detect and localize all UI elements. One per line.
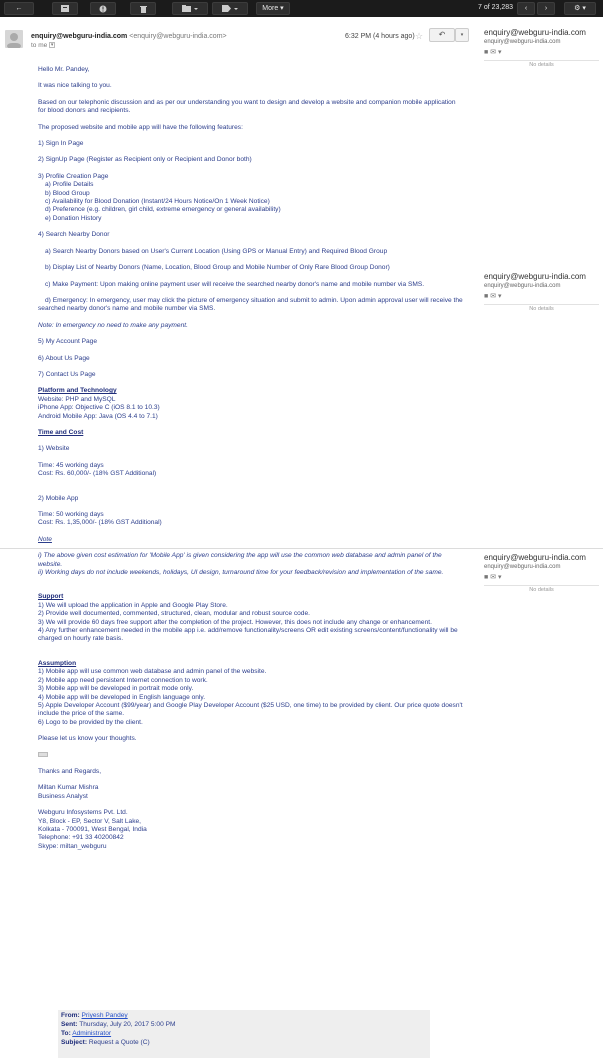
card-actions (484, 48, 599, 58)
sender-email: <enquiry@webguru-india.com> (129, 33, 227, 40)
card-details: No details (529, 62, 554, 68)
chevron-down-icon[interactable]: ▾ (498, 293, 502, 300)
cost-item: 2) Mobile App (38, 494, 79, 502)
signature-name: Miltan Kumar Mishra (38, 784, 99, 792)
platform-item: Website: PHP and MySQL (38, 395, 116, 403)
feature-subitem: b) Display List of Nearby Donors (Name, Location, Blood Group and Mobile Number of Only Rare Blood Group Donor) (45, 264, 390, 272)
card-name[interactable]: enquiry@webguru-india.com (484, 272, 586, 281)
note-item: ii) Working days do not include weekends, holidays, UI design, turnaround time for your feedback/revision and implementation of the same. (38, 569, 444, 577)
assumption-item: 4) Mobile app will be developed in English language only. (38, 693, 206, 701)
support-item: 3) We will provide 60 days free support after the completion of the project. However, this does not include any change or enhancement. (38, 618, 432, 626)
feature-item: 4) Search Nearby Donor (38, 231, 110, 239)
assumption-item: 6) Logo to be provided by the client. (38, 718, 143, 726)
card-details: No details (529, 306, 554, 312)
newer-button[interactable] (517, 2, 535, 15)
quoted-subject-label: Subject: (61, 1039, 88, 1046)
video-icon[interactable]: ■ (484, 574, 489, 581)
sender-card (484, 553, 599, 593)
feature-item: 7) Contact Us Page (38, 370, 96, 378)
closing-line: Please let us know your thoughts. (38, 735, 137, 743)
section-heading: Platform and Technology (38, 387, 117, 395)
card-email: enquiry@webguru-india.com (484, 39, 561, 45)
company-phone: Telephone: +91 33 40200842 (38, 834, 124, 842)
section-heading: Support (38, 593, 64, 601)
gmail-toolbar (0, 0, 603, 17)
mail-icon[interactable]: ✉ (490, 49, 497, 56)
card-actions (484, 573, 599, 583)
feature-subitem: a) Search Nearby Donors based on User's Current Location (Using GPS or Manual Entry) and Required Blood Group (45, 247, 388, 255)
mail-icon[interactable]: ✉ (490, 574, 497, 581)
section-heading: Note (38, 535, 52, 543)
folder-icon (182, 5, 198, 12)
chevron-down-icon: ▾ (460, 32, 464, 38)
support-item: 4) Any further enhancement needed in the mobile app i.e. add/remove functionality/screens OR edit existing screens/content/functionality will be charged on hourly rate basis. (38, 627, 458, 643)
body-paragraph: It was nice talking to you. (38, 82, 112, 90)
labels-button[interactable] (212, 2, 248, 15)
feature-item: 5) My Account Page (38, 338, 98, 346)
move-to-button[interactable] (172, 2, 208, 15)
company-address: Kolkata - 700091, West Bengal, India (38, 825, 147, 833)
cost-item: 1) Website (38, 445, 70, 453)
label-icon (222, 5, 238, 12)
card-email: enquiry@webguru-india.com (484, 283, 561, 289)
sender-name[interactable]: enquiry@webguru-india.com (31, 33, 128, 40)
emergency-note: Note: In emergency no need to make any payment. (38, 321, 188, 329)
reply-button[interactable] (429, 28, 455, 42)
card-name[interactable]: enquiry@webguru-india.com (484, 28, 586, 37)
message-counter: 7 of 23,283 (478, 4, 514, 11)
back-button[interactable] (4, 2, 34, 15)
quoted-to-link[interactable]: Administrator (72, 1030, 112, 1037)
older-button[interactable] (537, 2, 555, 15)
chevron-down-icon: ▾ (580, 5, 586, 12)
assumption-item: 3) Mobile app will be developed in portrait mode only. (38, 685, 194, 693)
message-time: 6:32 PM (4 hours ago) (345, 33, 415, 40)
quoted-sent-value: Thursday, July 20, 2017 5:00 PM (79, 1021, 176, 1028)
feature-item: 3) Profile Creation Page (38, 172, 109, 180)
feature-subitem: d) Emergency: In emergency, user may click the picture of emergency situation and submit to admin. Upon admin approval user will receive the searched nearby donor's name and mobile number via SMS. (38, 296, 463, 313)
card-divider (484, 304, 599, 305)
chevron-down-icon[interactable]: ▾ (498, 49, 502, 56)
cost-amount: Cost: Rs. 60,000/- (18% GST Additional) (38, 470, 157, 478)
quoted-from-link[interactable]: Priyesh Pandey (81, 1012, 128, 1019)
gear-icon: ⚙ (574, 5, 581, 12)
section-heading: Assumption (38, 659, 77, 667)
video-icon[interactable]: ■ (484, 49, 489, 56)
platform-item: Android Mobile App: Java (OS 4.4 to 7.1) (38, 412, 158, 420)
report-spam-button[interactable] (90, 2, 116, 15)
person-icon (5, 30, 23, 48)
video-icon[interactable]: ■ (484, 293, 489, 300)
recipient-text: to me (31, 42, 48, 49)
company-skype: Skype: miltan_webguru (38, 842, 107, 850)
recipient-line (31, 42, 55, 49)
sender-line (31, 33, 227, 40)
quoted-to-label: To: (61, 1030, 71, 1037)
quoted-from-label: From: (61, 1012, 80, 1019)
cost-time: Time: 45 working days (38, 461, 104, 469)
signature-title: Business Analyst (38, 792, 88, 800)
delete-button[interactable] (130, 2, 156, 15)
sender-card (484, 28, 599, 68)
note-item: i) The above given cost estimation for 'Mobile App' is given considering the app will use the common web database and admin panel of the website. (38, 552, 442, 568)
mail-icon[interactable]: ✉ (490, 293, 497, 300)
card-divider (484, 585, 599, 586)
sender-card (484, 272, 599, 312)
assumption-item: 5) Apple Developer Account ($99/year) and Google Play Developer Account ($25 USD, one time) to be provided by client. Our price quote doesn't include the price of the same. (38, 701, 463, 718)
assumption-item: 2) Mobile app need persistent Internet connection to work. (38, 676, 208, 684)
feature-item: 6) About Us Page (38, 354, 90, 362)
trash-icon (140, 5, 147, 13)
chevron-right-icon: › (544, 5, 548, 12)
message-body (38, 66, 463, 851)
body-paragraph: Based on our telephonic discussion and as per our understanding you want to design and develop a website and companion mobile application for blood donors and recipients. (38, 98, 456, 115)
reply-icon: ↶ (438, 30, 446, 39)
sign-off: Thanks and Regards, (38, 767, 102, 775)
card-name[interactable]: enquiry@webguru-india.com (484, 553, 586, 562)
card-details: No details (529, 587, 554, 593)
feature-subitem: a) Profile Details (45, 181, 94, 189)
avatar[interactable] (5, 30, 23, 48)
greeting: Hello Mr. Pandey, (38, 66, 90, 73)
message-header (5, 28, 475, 52)
chevron-left-icon: ‹ (524, 5, 528, 12)
platform-item: iPhone App: Objective C (iOS 8.1 to 10.3) (38, 404, 160, 412)
feature-subitem: e) Donation History (45, 214, 102, 222)
body-paragraph: The proposed website and mobile app will have the following features: (38, 123, 243, 131)
section-heading: Time and Cost (38, 428, 84, 436)
more-button[interactable] (256, 2, 290, 15)
quoted-sent-label: Sent: (61, 1021, 78, 1028)
star-icon[interactable]: ☆ (415, 31, 424, 41)
chevron-down-icon[interactable]: ▾ (498, 574, 502, 581)
message-options-button[interactable] (455, 28, 469, 42)
archive-icon (61, 5, 69, 12)
cost-time: Time: 50 working days (38, 511, 104, 518)
quoted-subject-value: Request a Quote (C) (88, 1039, 150, 1046)
back-arrow-icon: ← (15, 5, 23, 12)
support-item: 2) Provide well documented, commented, structured, clean, modular and robust source code. (38, 610, 310, 618)
feature-subitem: c) Make Payment: Upon making online payment user will receive the searched nearby donor's name and mobile number via SMS. (45, 280, 425, 288)
assumption-item: 1) Mobile app will use common web database and admin panel of the website. (38, 668, 267, 676)
card-divider (484, 60, 599, 61)
feature-item: 1) Sign In Page (38, 140, 84, 148)
show-trimmed-content-button[interactable] (38, 752, 48, 757)
more-label: More (262, 5, 279, 12)
card-actions (484, 292, 599, 302)
quoted-header-block (58, 1010, 430, 1058)
show-details-icon[interactable]: ▾ (50, 42, 54, 49)
feature-subitem: b) Blood Group (45, 189, 90, 197)
company-name: Webguru Infosystems Pvt. Ltd. (38, 809, 128, 817)
feature-subitem: c) Availability for Blood Donation (Instant/24 Hours Notice/On 1 Week Notice) (45, 198, 270, 206)
archive-button[interactable] (52, 2, 78, 15)
support-item: 1) We will upload the application in Apple and Google Play Store. (38, 601, 228, 609)
settings-button[interactable] (564, 2, 596, 15)
cost-amount: Cost: Rs. 1,35,000/- (18% GST Additional) (38, 519, 162, 527)
company-address: Y8, Block - EP, Sector V, Salt Lake, (38, 817, 141, 825)
trimmed-content-row (38, 752, 463, 760)
spam-icon (99, 5, 107, 13)
chevron-down-icon: ▾ (278, 5, 284, 12)
feature-item: 2) SignUp Page (Register as Recipient only or Recipient and Donor both) (38, 156, 252, 164)
card-email: enquiry@webguru-india.com (484, 564, 561, 570)
feature-subitem: d) Preference (e.g. children, girl child, extreme emergency or general availability) (45, 206, 281, 214)
